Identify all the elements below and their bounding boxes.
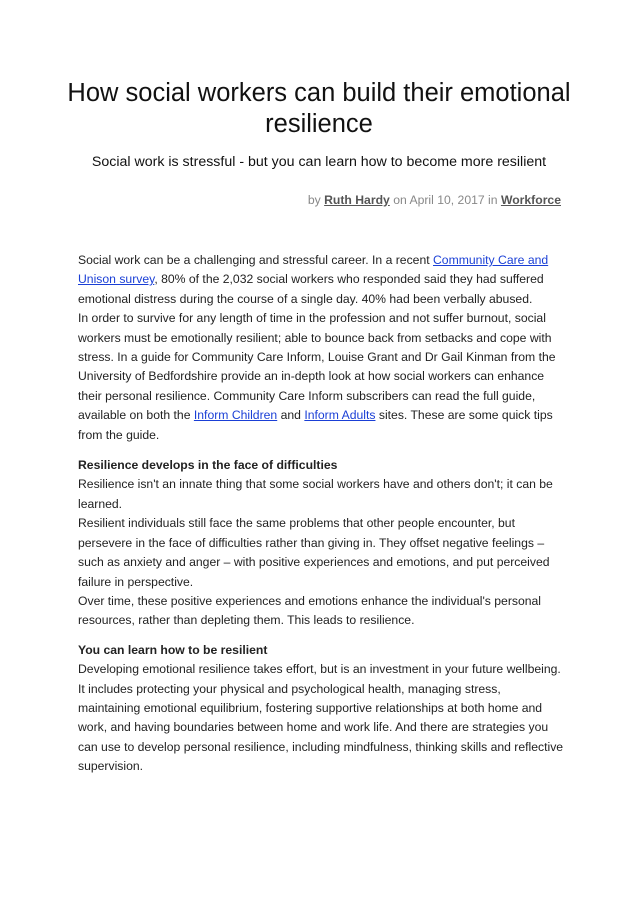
byline	[308, 192, 561, 208]
article-body	[78, 251, 566, 777]
section1-paragraph-1: Resilience isn't an innate thing that some social workers have and others don't; it can be learned.	[78, 477, 553, 511]
byline-by: by	[307, 193, 321, 207]
section1-paragraph-2: Resilient individuals still face the same problems that other people encounter, but persevere in the face of difficulties rather than giving in. They offset negative feelings – such as anxiety and anger – with positive experiences and emotions, and put perceived failure in perspective.	[78, 516, 550, 589]
intro-p1-text-before: Social work can be a challenging and stressful career. In a recent	[78, 253, 430, 267]
byline-date: on April 10, 2017 in	[393, 193, 498, 207]
intro-p2-text-mid: and	[280, 408, 301, 423]
section2-paragraph-1: Developing emotional resilience takes effort, but is an investment in your future wellbeing. It includes protecting your physical and psychological health, managing stress, maintaining emotional equilibrium, fostering supportive relationships at both home and work, and having boundaries between home and work life. And there are strategies you can use to develop personal resilience, including mindfulness, thinking skills and reflective supervision.	[78, 662, 564, 774]
category-link[interactable]: Workforce	[500, 193, 561, 207]
author-link[interactable]: Ruth Hardy	[324, 193, 390, 207]
section-heading-resilience-develops: Resilience develops in the face of difficulties	[78, 458, 338, 473]
inform-adults-link[interactable]: Inform Adults	[304, 408, 376, 423]
section1-paragraph-3: Over time, these positive experiences and emotions enhance the individual's personal resources, rather than depleting them. This leads to resilience.	[78, 593, 542, 628]
article-title: How social workers can build their emotional resilience	[67, 79, 571, 138]
intro-paragraph-2	[78, 309, 566, 445]
intro-p2-text-after: sites. These are some quick tips from the guide.	[78, 408, 553, 442]
inform-children-link[interactable]: Inform Children	[193, 408, 278, 423]
survey-link[interactable]: Community Care and Unison survey	[78, 253, 549, 287]
article-subtitle: Social work is stressful - but you can learn how to become more resilient	[91, 154, 547, 170]
intro-paragraph-1	[78, 251, 566, 309]
intro-p1-text-after: , 80% of the 2,032 social workers who responded said they had suffered emotional distress during the course of a single day. 40% had been verbally abused.	[78, 272, 544, 306]
intro-p2-text-before: In order to survive for any length of time in the profession and not suffer burnout, social workers must be emotionally resilient; able to bounce back from setbacks and cope with stress. In a guide for Community Care Inform, Louise Grant and Dr Gail Kinman from the University of Bedfordshire provide an in-depth look at how social workers can enhance their personal resilience. Community Care Inform subscribers can read the full guide, available on both the	[78, 311, 556, 423]
section-heading-learn-resilience: You can learn how to be resilient	[78, 642, 268, 657]
